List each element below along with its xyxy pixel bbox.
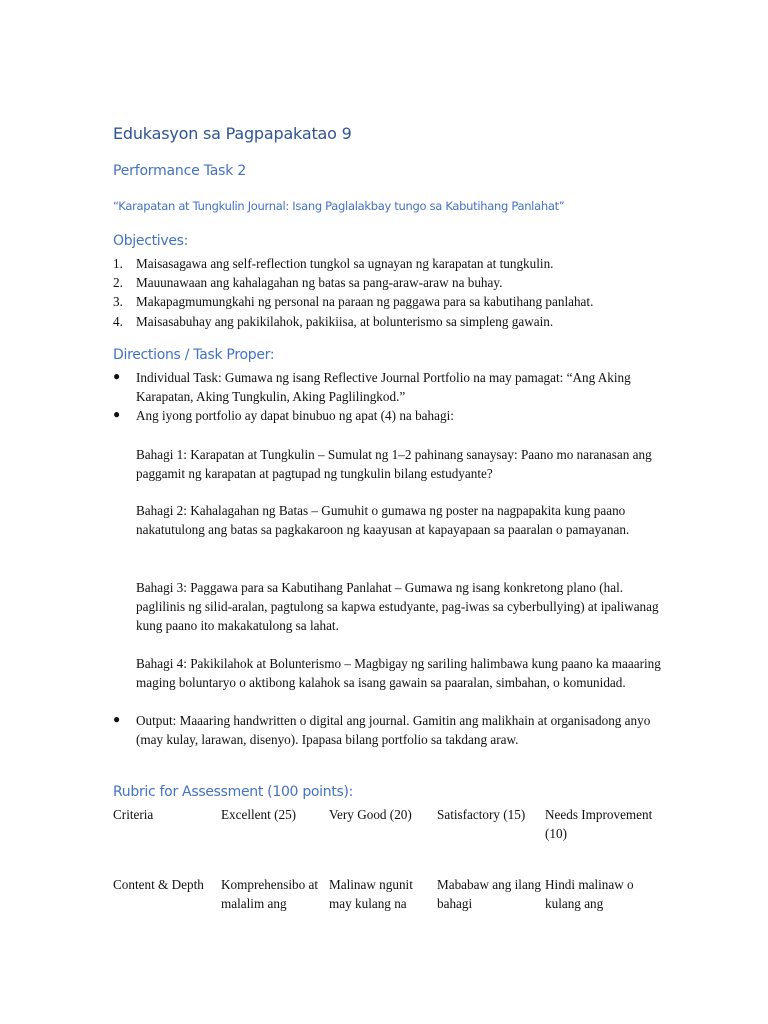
rubric-header-cell: Criteria bbox=[113, 807, 154, 822]
directions-list bbox=[113, 368, 673, 426]
objective-text: Maisasagawa ang self-reflection tungkol sa ugnayan ng karapatan at tungkulin. bbox=[136, 256, 554, 271]
part-1-text: Bahagi 1: Karapatan at Tungkulin – Sumulat ng 1–2 pahinang sanaysay: Paano mo naranasan ang paggamit ng karapatan at pagtupad ng tungkulin bilang estudyante? bbox=[136, 447, 652, 482]
rubric-header-cell: Needs Improvement (10) bbox=[545, 807, 653, 842]
part-3-text: Bahagi 3: Paggawa para sa Kabutihang Panlahat – Gumawa ng isang konkretong plano (hal. paglilinis ng silid-aralan, pagtulong sa kapwa estudyante, pag-iwas sa cyberbullying) at ipaliwanag kung paano ito makakatulong sa lahat. bbox=[136, 580, 659, 634]
document-title: Edukasyon sa Pagpapakatao 9 bbox=[113, 124, 352, 143]
objective-number: 4. bbox=[113, 313, 123, 329]
rubric-cell: Content & Depth bbox=[113, 877, 204, 892]
direction-item bbox=[113, 711, 673, 749]
rubric-cell: Malinaw ngunit may kulang na bbox=[329, 877, 413, 912]
rubric-header-cell: Excellent (25) bbox=[221, 807, 297, 822]
document-subtitle: Performance Task 2 bbox=[113, 163, 247, 179]
rubric-header-row bbox=[113, 805, 658, 875]
objective-text: Maisasabuhay ang pakikilahok, pakikiisa, at bolunterismo sa simpleng gawain. bbox=[136, 313, 554, 329]
objectives-list bbox=[113, 254, 673, 331]
rubric-cell: Komprehensibo at malalim ang bbox=[221, 877, 319, 912]
rubric-heading: Rubric for Assessment (100 points): bbox=[113, 784, 354, 800]
objective-text: Mauunawaan ang kahalagahan ng batas sa pang-araw-araw na buhay. bbox=[136, 275, 503, 291]
rubric-cell: Mababaw ang ilang bahagi bbox=[437, 877, 541, 912]
objective-number: 1. bbox=[113, 256, 123, 271]
part-2-text: Bahagi 2: Kahalagahan ng Batas – Gumuhit o gumawa ng poster na nagpapakita kung paano nakatutulong ang batas sa pagkakaroon ng kaayusan at kapayapaan sa paaralan o pamayanan. bbox=[136, 503, 630, 538]
rubric-header-cell: Satisfactory (15) bbox=[437, 807, 526, 822]
objective-item bbox=[113, 292, 673, 311]
objective-number: 3. bbox=[113, 294, 123, 310]
direction-item bbox=[113, 368, 673, 406]
objective-item bbox=[113, 254, 673, 273]
rubric-row bbox=[113, 875, 658, 913]
directions-heading: Directions / Task Proper: bbox=[113, 347, 275, 363]
bullet-icon: ● bbox=[113, 407, 121, 422]
rubric-cell: Hindi malinaw o kulang ang bbox=[545, 877, 634, 912]
objective-number: 2. bbox=[113, 275, 123, 291]
direction-text: Ang iyong portfolio ay dapat binubuo ng apat (4) na bahagi: bbox=[136, 408, 454, 424]
direction-item bbox=[113, 406, 673, 425]
bullet-icon: ● bbox=[113, 712, 121, 726]
objectives-heading: Objectives: bbox=[113, 233, 189, 249]
rubric-header-cell: Very Good (20) bbox=[329, 807, 412, 822]
objective-item bbox=[113, 312, 673, 331]
objective-text: Makapagmumungkahi ng personal na paraan ng paggawa para sa kabutihang panlahat. bbox=[136, 294, 594, 310]
objective-item bbox=[113, 273, 673, 292]
rubric-table bbox=[113, 805, 658, 913]
part-4-text: Bahagi 4: Pakikilahok at Bolunterismo – Magbigay ng sariling halimbawa kung paano ka maaaring maging boluntaryo o aktibong kalahok sa isang gawain sa paaralan, simbahan, o komunidad. bbox=[136, 656, 661, 691]
direction-text: Output: Maaaring handwritten o digital ang journal. Gamitin ang malikhain at organisadong anyo (may kulay, larawan, disenyo). Ipapasa bilang portfolio sa takdang araw. bbox=[136, 713, 651, 748]
task-title: “Karapatan at Tungkulin Journal: Isang Paglalakbay tungo sa Kabutihang Panlahat” bbox=[113, 199, 565, 213]
direction-text: Individual Task: Gumawa ng isang Reflective Journal Portfolio na may pamagat: “Ang Aking Karapatan, Aking Tungkulin, Aking Paglilingkod.” bbox=[136, 370, 631, 405]
bullet-icon: ● bbox=[113, 369, 121, 383]
